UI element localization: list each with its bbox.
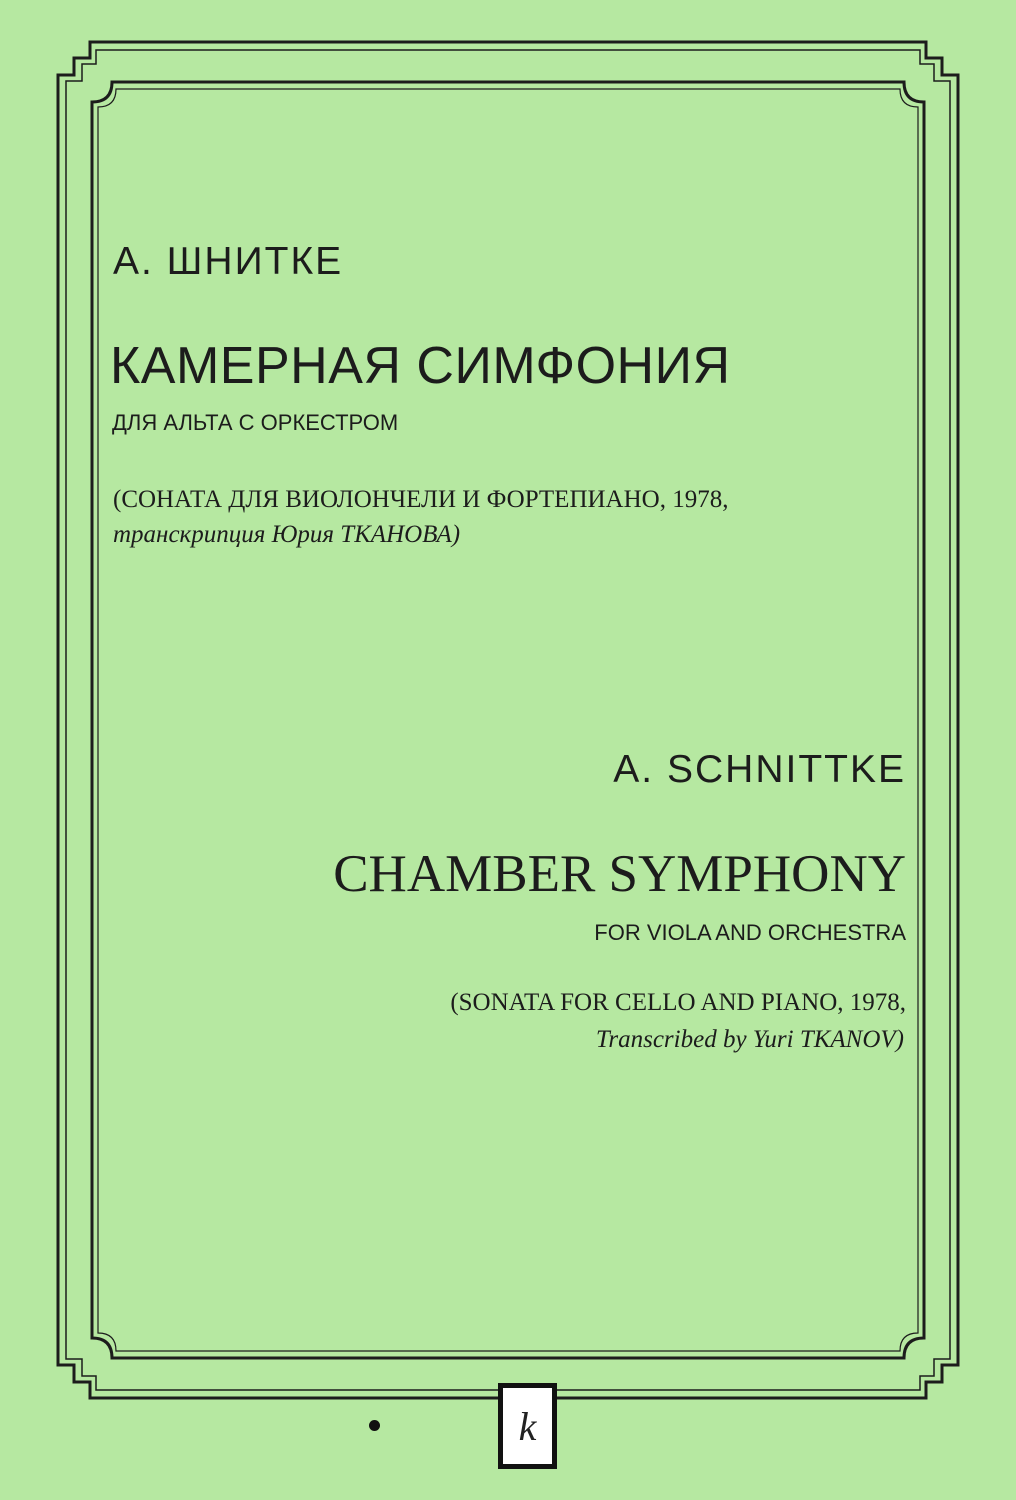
bullet-dot [369,1420,380,1431]
russian-note-line1: (СОНАТА ДЛЯ ВИОЛОНЧЕЛИ И ФОРТЕПИАНО, 1978, [113,486,729,513]
publisher-logo-letter: k [503,1388,552,1464]
english-note-line2: Transcribed by Yuri TKANOV) [595,1026,904,1053]
english-title: CHAMBER SYMPHONY [333,845,906,903]
publisher-k-logo-icon [498,1383,557,1469]
russian-note-line2: транскрипция Юрия ТКАНОВА) [113,521,461,548]
english-subtitle: FOR VIOLA AND ORCHESTRA [594,920,906,945]
russian-title: КАМЕРНАЯ СИМФОНИЯ [110,337,731,395]
english-note-line1: (SONATA FOR CELLO AND PIANO, 1978, [450,989,906,1016]
english-composer-name: A. SCHNITTKE [613,748,906,791]
russian-composer-name: А. ШНИТКЕ [113,240,344,283]
russian-subtitle: ДЛЯ АЛЬТА С ОРКЕСТРОМ [112,410,399,435]
